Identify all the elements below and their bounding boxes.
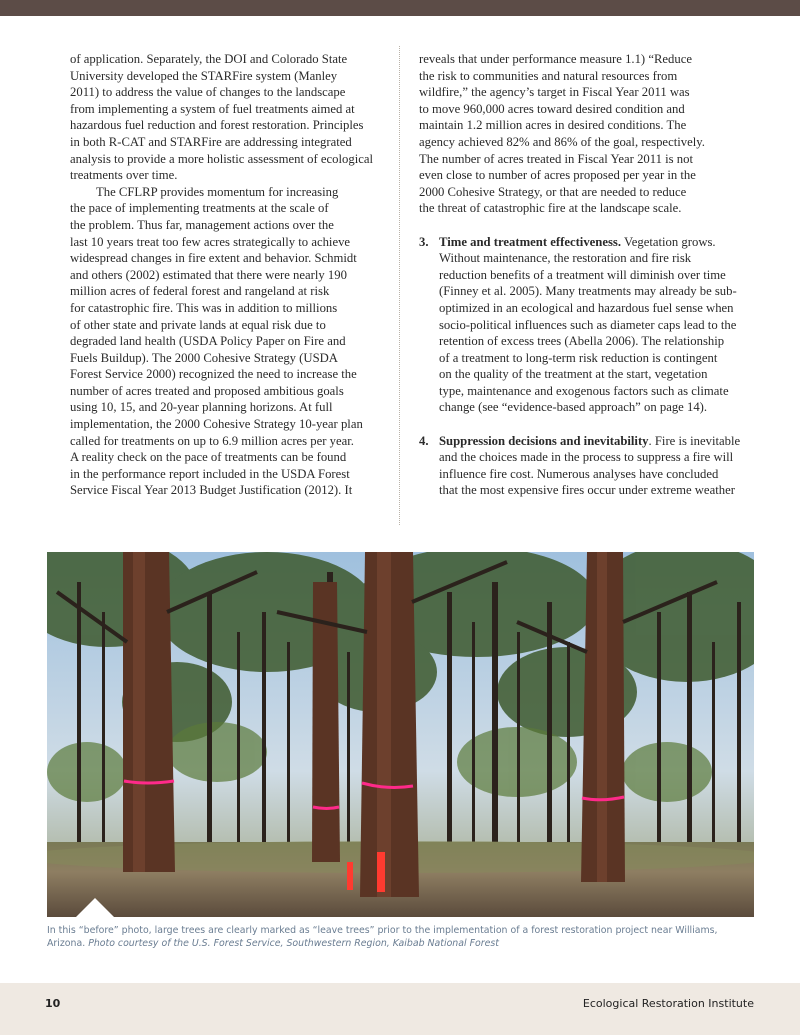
text-line: The CFLRP provides momentum for increasing bbox=[96, 184, 339, 199]
photo-caption bbox=[47, 924, 757, 951]
text-line: change (see “evidence-based approach” on page 14). bbox=[439, 400, 708, 415]
text-line: the problem. Thus far, management actions over the bbox=[70, 217, 334, 232]
text-line: of application. Separately, the DOI and Colorado State bbox=[70, 52, 348, 66]
text-line: Forest Service 2000) recognized the need to increase the bbox=[70, 367, 357, 382]
text-line: optimized in an ecological and hazardous fuel sense when bbox=[439, 300, 734, 315]
text-line: Vegetation grows. bbox=[621, 234, 716, 249]
text-line: in both R-CAT and STARFire are addressing integrated bbox=[70, 134, 352, 149]
caption-pointer bbox=[76, 898, 114, 917]
text-line: million acres of federal forest and rangeland at risk bbox=[70, 284, 330, 299]
text-line: that the most expensive fires occur under extreme weather bbox=[439, 483, 735, 498]
text-line: influence fire cost. Numerous analyses have concluded bbox=[439, 466, 719, 481]
item-number: 4. bbox=[419, 433, 429, 448]
text-line: degraded land health (USDA Policy Paper on Fire and bbox=[70, 334, 346, 349]
item-heading: Time and treatment effectiveness. bbox=[439, 234, 622, 249]
column-divider bbox=[399, 46, 400, 525]
text-line: the pace of implementing treatments at the scale of bbox=[70, 201, 329, 216]
text-line: the risk to communities and natural resources from bbox=[419, 68, 678, 83]
text-line: widespread changes in fire extent and behavior. Schmidt bbox=[70, 251, 357, 266]
text-line: reveals that under performance measure 1.1) “Reduce bbox=[419, 52, 692, 66]
text-line: Without maintenance, the restoration and fire risk bbox=[439, 251, 692, 266]
text-line: treatments over time. bbox=[70, 168, 178, 183]
text-line: wildfire,” the agency’s target in Fiscal Year 2011 was bbox=[419, 85, 690, 100]
item-heading: Suppression decisions and inevitability bbox=[439, 433, 649, 448]
text-line: to move 960,000 acres toward desired condition and bbox=[419, 101, 685, 116]
organization-name: Ecological Restoration Institute bbox=[582, 997, 754, 1010]
text-line: analysis to provide a more holistic assessment of ecological bbox=[70, 151, 374, 166]
text-line: using 10, 15, and 20-year planning horizons. At full bbox=[70, 400, 333, 415]
text-line: (Finney et al. 2005). Many treatments may already be sub- bbox=[439, 284, 737, 299]
text-line: University developed the STARFire system (Manley bbox=[70, 68, 338, 83]
forest-photo bbox=[47, 552, 754, 917]
text-line: hazardous fuel reduction and forest restoration. Principles bbox=[70, 118, 364, 133]
text-line: 2000 Cohesive Strategy, or that are needed to reduce bbox=[419, 184, 687, 199]
text-line: for catastrophic fire. This was in addition to millions bbox=[70, 300, 338, 315]
text-line: even close to number of acres proposed per year in the bbox=[419, 168, 696, 183]
text-line: A reality check on the pace of treatments can be found bbox=[70, 450, 347, 465]
forest-illustration bbox=[47, 552, 754, 917]
text-line: of a treatment to long-term risk reduction is contingent bbox=[439, 350, 718, 365]
text-line: type, maintenance and exogenous factors such as climate bbox=[439, 383, 729, 398]
left-paragraph-1 bbox=[70, 51, 382, 184]
text-line: socio-political influences such as diameter caps lead to the bbox=[439, 317, 737, 332]
text-line: last 10 years treat too few acres strategically to achieve bbox=[70, 234, 351, 249]
text-line: the threat of catastrophic fire at the landscape scale. bbox=[419, 201, 682, 216]
text-line: from implementing a system of fuel treatments aimed at bbox=[70, 101, 355, 116]
text-line: . Fire is inevitable bbox=[648, 433, 741, 448]
text-line: reduction benefits of a treatment will diminish over time bbox=[439, 267, 726, 282]
caption-text: In this “before” photo, large trees are clearly marked as “leave trees” prior to the implementation of a forest restoration project near Williams, Arizona. bbox=[47, 925, 718, 950]
text-line: called for treatments on up to 6.9 million acres per year. bbox=[70, 433, 354, 448]
page-footer bbox=[0, 983, 800, 1035]
text-line: in the performance report included in the USDA Forest bbox=[70, 466, 350, 481]
text-line: number of acres treated and proposed ambitious goals bbox=[70, 383, 344, 398]
left-paragraph-2 bbox=[70, 184, 382, 499]
top-color-bar bbox=[0, 0, 800, 16]
item-number: 3. bbox=[419, 234, 429, 249]
text-line: agency achieved 82% and 86% of the goal, respectively. bbox=[419, 134, 705, 149]
text-line: and others (2002) estimated that there were nearly 190 bbox=[70, 267, 347, 282]
numbered-item-4 bbox=[419, 433, 757, 499]
text-line: retention of excess trees (Abella 2006). The relationship bbox=[439, 334, 725, 349]
text-line: Fuels Buildup). The 2000 Cohesive Strategy (USDA bbox=[70, 350, 338, 365]
right-paragraph-1 bbox=[419, 51, 757, 217]
caption-credit: Photo courtesy of the U.S. Forest Service, Southwestern Region, Kaibab National Forest bbox=[88, 938, 499, 950]
text-line: of other state and private lands at equal risk due to bbox=[70, 317, 326, 332]
text-line: and the choices made in the process to suppress a fire will bbox=[439, 450, 734, 465]
text-line: maintain 1.2 million acres in desired conditions. The bbox=[419, 118, 687, 133]
text-line: on the quality of the treatment at the start, vegetation bbox=[439, 367, 708, 382]
text-line: implementation, the 2000 Cohesive Strategy 10-year plan bbox=[70, 417, 363, 432]
left-text-column bbox=[70, 51, 382, 499]
page-number: 10 bbox=[45, 997, 61, 1010]
numbered-item-3 bbox=[419, 234, 757, 417]
right-text-column bbox=[419, 51, 757, 499]
text-line: Service Fiscal Year 2013 Budget Justification (2012). It bbox=[70, 483, 353, 498]
text-line: 2011) to address the value of changes to the landscape bbox=[70, 85, 346, 100]
text-line: The number of acres treated in Fiscal Year 2011 is not bbox=[419, 151, 693, 166]
